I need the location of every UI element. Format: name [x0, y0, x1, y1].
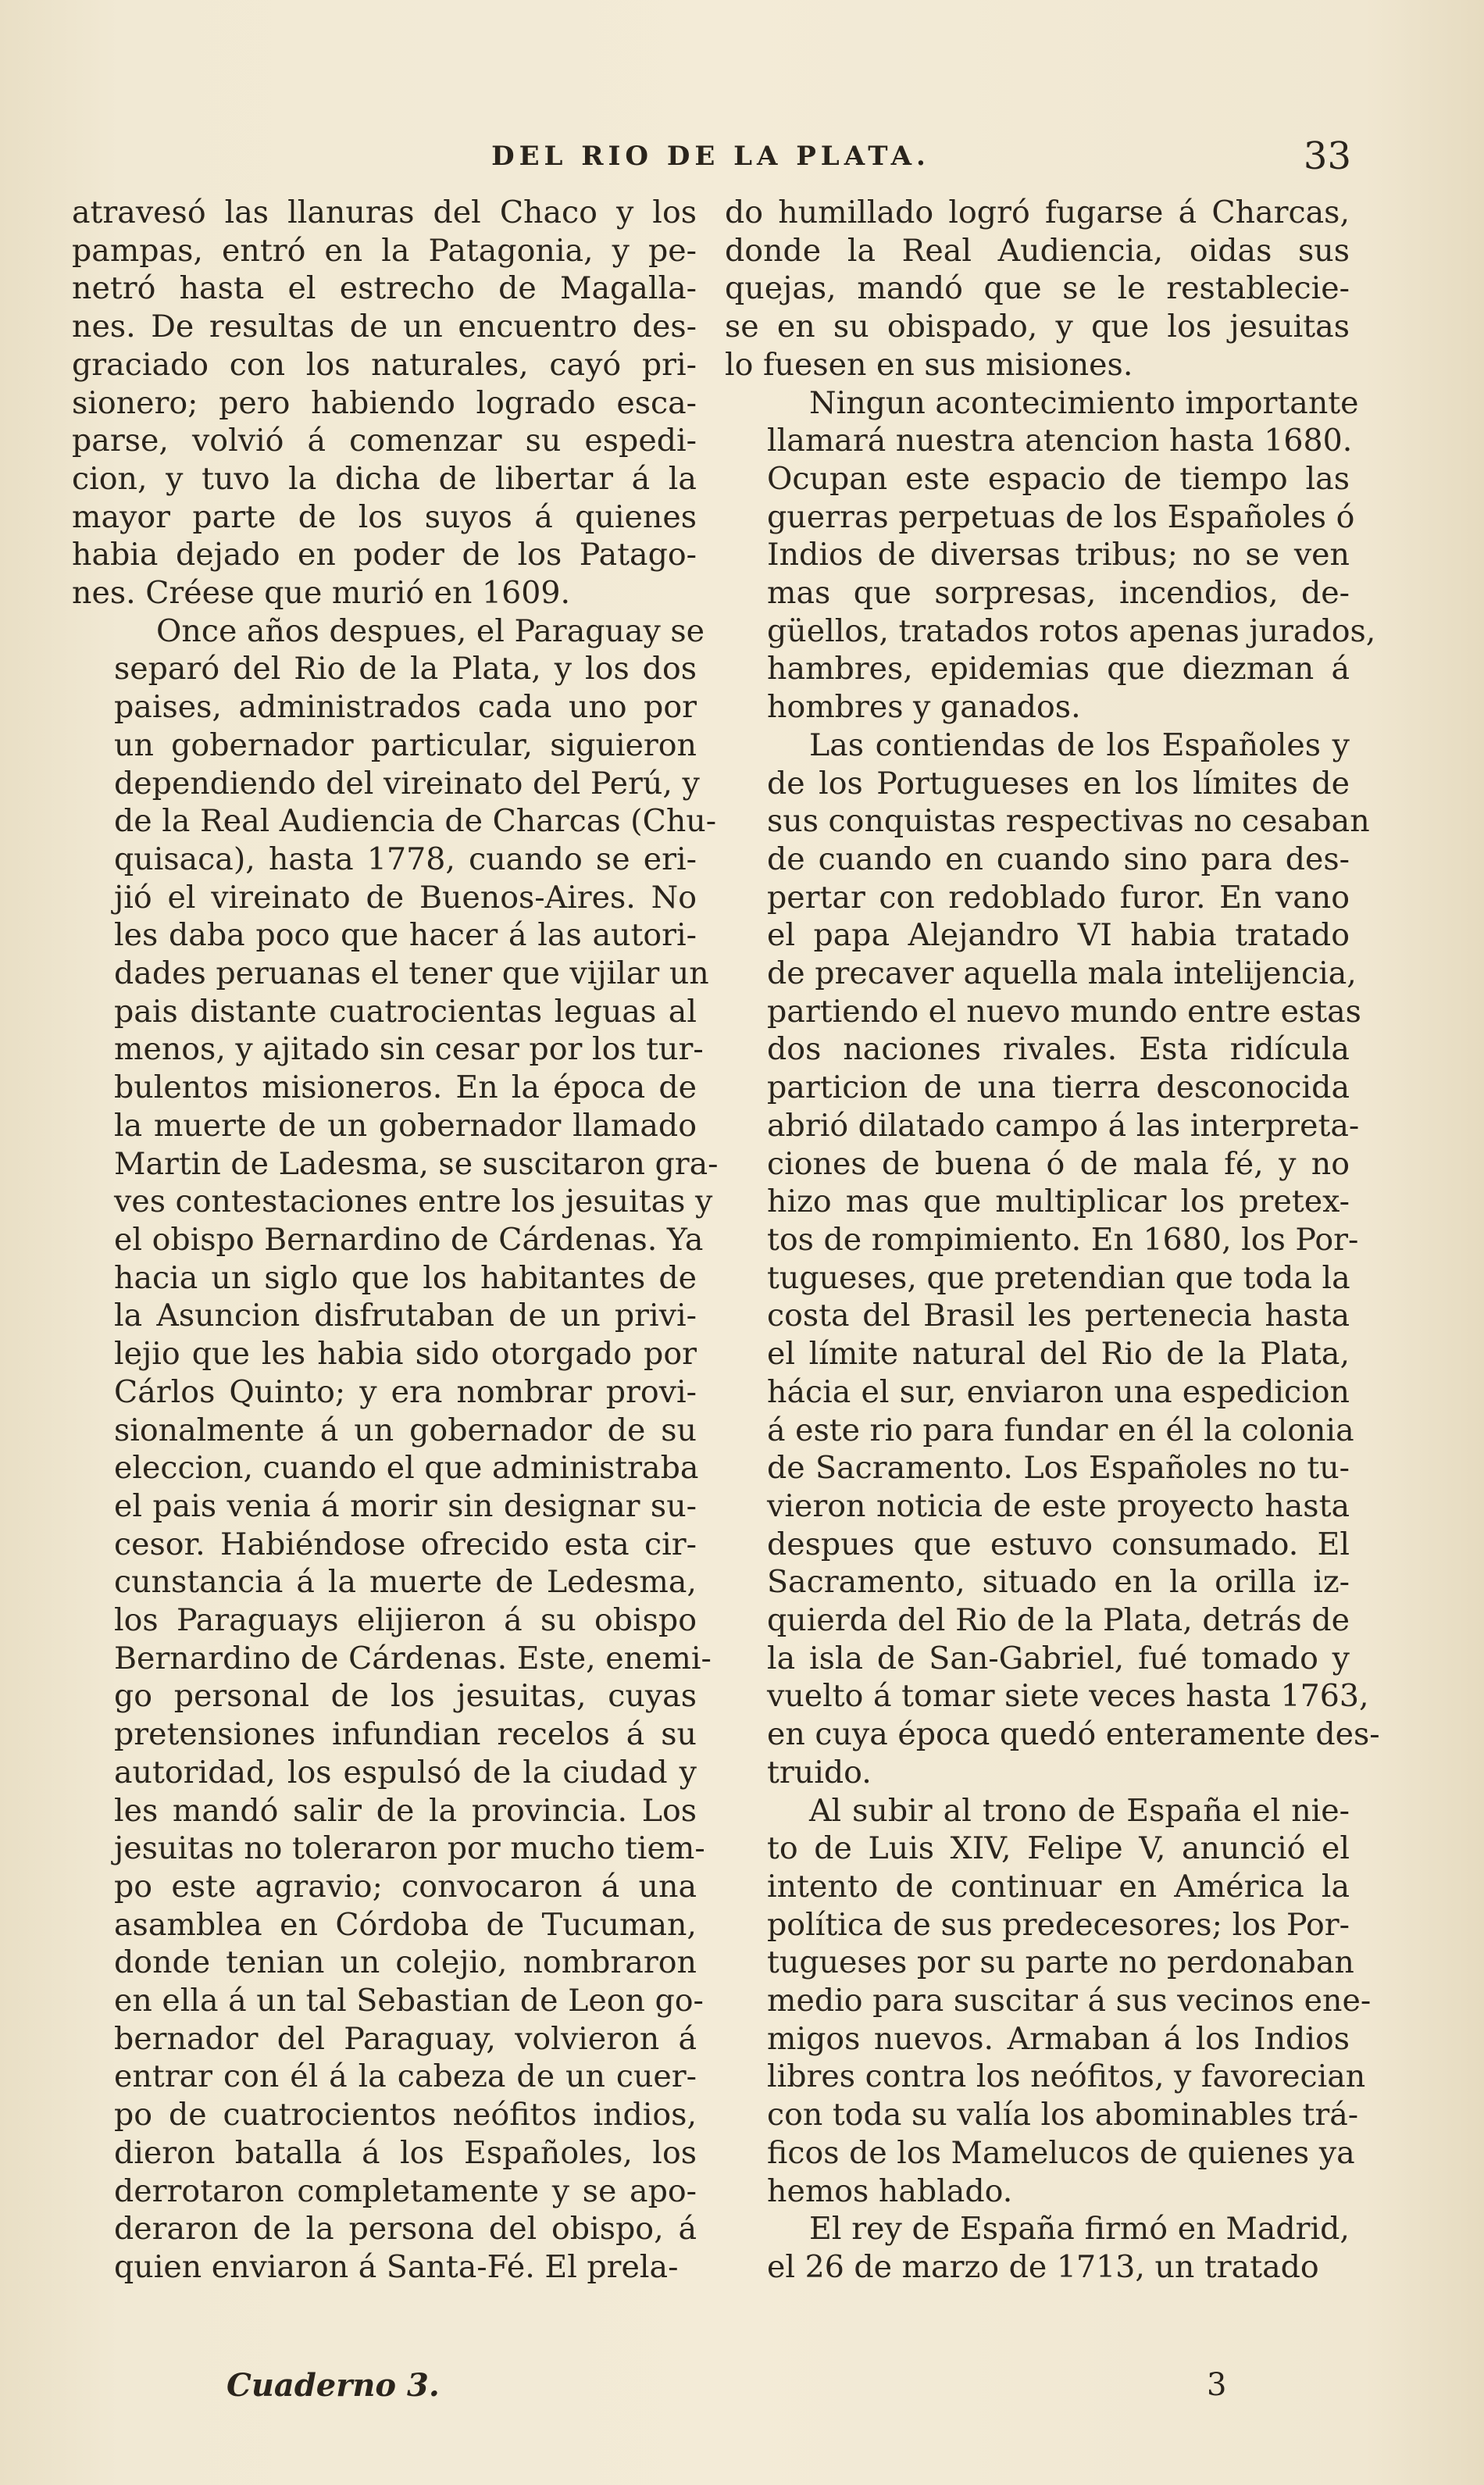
text-line: quisaca), hasta 1778, cuando se eri- — [114, 841, 697, 877]
text-line: Al subir al trono de España el nie- — [809, 1792, 1350, 1829]
text-line: vuelto á tomar siete veces hasta 1763, — [767, 1678, 1369, 1715]
text-line: particion de una tierra desconocida — [767, 1069, 1350, 1106]
text-line: un gobernador particular, siguieron — [114, 727, 697, 763]
text-line: derrotaron completamente y se apo- — [114, 2173, 697, 2209]
text-line: hizo mas que multiplicar los pretex- — [767, 1184, 1350, 1220]
text-line: graciado con los naturales, cayó pri- — [72, 346, 697, 383]
text-line: Sacramento, situado en la orilla iz- — [767, 1564, 1350, 1601]
text-line: despues que estuvo consumado. El — [767, 1526, 1350, 1562]
text-line: po este agravio; convocaron á una — [114, 1868, 697, 1905]
text-line: separó del Rio de la Plata, y los dos — [114, 651, 697, 687]
text-line: sionero; pero habiendo logrado esca- — [72, 384, 697, 421]
page-number: 33 — [1303, 134, 1351, 178]
text-line: los Paraguays elijieron á su obispo — [114, 1602, 697, 1639]
text-line: de precaver aquella mala intelijencia, — [767, 955, 1357, 992]
paragraph — [725, 194, 1350, 384]
text-line: les daba poco que hacer á las autori- — [114, 917, 697, 954]
text-line: eleccion, cuando el que administraba — [114, 1450, 699, 1487]
text-line: cunstancia á la muerte de Ledesma, — [114, 1564, 697, 1601]
text-line: guerras perpetuas de los Españoles ó — [767, 498, 1355, 535]
text-line: jió el vireinato de Buenos-Aires. No — [114, 879, 697, 916]
text-line: ciones de buena ó de mala fé, y no — [767, 1145, 1350, 1182]
text-line: tos de rompimiento. En 1680, los Por- — [767, 1221, 1359, 1258]
text-line: se en su obispado, y que los jesuitas — [725, 309, 1350, 345]
text-line: partiendo el nuevo mundo entre estas — [767, 993, 1361, 1030]
left-text-column — [72, 194, 719, 2287]
text-line: libres contra los neófitos, y favorecian — [767, 2058, 1366, 2095]
text-line: sus conquistas respectivas no cesaban — [767, 803, 1370, 840]
text-line: jesuitas no toleraron por mucho tiem- — [114, 1830, 705, 1867]
page-header — [70, 134, 1351, 187]
text-line: Indios de diversas tribus; no se ven — [767, 537, 1350, 573]
text-line: lejio que les habia sido otorgado por — [114, 1336, 697, 1373]
right-text-column — [725, 194, 1380, 2287]
text-line: nes. Créese que murió en 1609. — [72, 575, 571, 612]
text-line: tugueses por su parte no perdonaban — [767, 1944, 1354, 1981]
text-line: tugueses, que pretendian que toda la — [767, 1259, 1350, 1296]
text-line: el 26 de marzo de 1713, un tratado — [767, 2248, 1319, 2285]
text-line: parse, volvió á comenzar su espedi- — [72, 423, 697, 459]
text-line: el límite natural del Rio de la Plata, — [767, 1336, 1350, 1373]
text-line: dieron batalla á los Españoles, los — [114, 2134, 697, 2171]
text-line: de cuando en cuando sino para des- — [767, 841, 1350, 877]
text-line: Ocupan este espacio de tiempo las — [767, 460, 1350, 497]
text-line: po de cuatrocientos neófitos indios, — [114, 2097, 697, 2133]
text-line: autoridad, los espulsó de la ciudad y — [114, 1754, 697, 1791]
text-line: mayor parte de los suyos á quienes — [72, 498, 697, 535]
text-line: migos nuevos. Armaban á los Indios — [767, 2020, 1350, 2057]
text-line: el pais venia á morir sin designar su- — [114, 1487, 697, 1524]
text-line: de los Portugueses en los límites de — [767, 765, 1350, 802]
text-line: deraron de la persona del obispo, á — [114, 2211, 697, 2248]
paragraph — [725, 2210, 1350, 2286]
sheet-number: 3 — [1207, 2367, 1227, 2403]
text-line: pampas, entró en la Patagonia, y pe- — [72, 232, 697, 269]
text-line: entrar con él á la cabeza de un cuer- — [114, 2058, 697, 2095]
text-line: quierda del Rio de la Plata, detrás de — [767, 1602, 1350, 1639]
text-line: intento de continuar en América la — [767, 1868, 1350, 1905]
text-line: donde la Real Audiencia, oidas sus — [725, 232, 1350, 269]
text-line: habia dejado en poder de los Patago- — [72, 537, 697, 573]
printer-signature: Cuaderno 3. — [227, 2367, 440, 2404]
text-line: Cárlos Quinto; y era nombrar provi- — [114, 1373, 697, 1410]
text-line: pais distante cuatrocientas leguas al — [114, 993, 697, 1030]
text-line: netró hasta el estrecho de Magalla- — [72, 270, 697, 307]
text-line: de Sacramento. Los Españoles no tu- — [767, 1450, 1350, 1487]
text-line: política de sus predecesores; los Por- — [767, 1906, 1350, 1943]
text-line: hemos hablado. — [767, 2173, 1013, 2209]
text-line: el obispo Bernardino de Cárdenas. Ya — [114, 1221, 704, 1258]
text-line: hombres y ganados. — [767, 689, 1081, 726]
text-line: llamará nuestra atencion hasta 1680. — [767, 423, 1353, 459]
text-line: con toda su valía los abominables trá- — [767, 2097, 1359, 2133]
paragraph — [725, 727, 1380, 1792]
text-line: abrió dilatado campo á las interpreta- — [767, 1107, 1360, 1144]
text-line: Las contiendas de los Españoles y — [809, 727, 1350, 763]
text-line: ficos de los Mamelucos de quienes ya — [767, 2134, 1355, 2171]
text-line: hacia un siglo que los habitantes de — [114, 1259, 697, 1296]
text-line: truido. — [767, 1754, 872, 1791]
text-line: quejas, mandó que se le restablecie- — [725, 270, 1350, 307]
text-line: nes. De resultas de un encuentro des- — [72, 309, 697, 345]
paragraph — [72, 194, 697, 612]
text-line: Ningun acontecimiento importante — [809, 384, 1359, 421]
text-line: la muerte de un gobernador llamado — [114, 1107, 697, 1144]
text-line: el papa Alejandro VI habia tratado — [767, 917, 1350, 954]
text-line: les mandó salir de la provincia. Los — [114, 1792, 697, 1829]
page-footer — [70, 2367, 1351, 2414]
text-line: pretensiones infundian recelos á su — [114, 1716, 697, 1753]
text-line: El rey de España firmó en Madrid, — [809, 2211, 1350, 2248]
text-line: mas que sorpresas, incendios, de- — [767, 575, 1350, 612]
text-line: paises, administrados cada uno por — [114, 689, 697, 726]
text-line: medio para suscitar á sus vecinos ene- — [767, 1983, 1372, 2019]
text-line: vieron noticia de este proyecto hasta — [767, 1487, 1350, 1524]
text-line: go personal de los jesuitas, cuyas — [114, 1678, 697, 1715]
text-line: cion, y tuvo la dicha de libertar á la — [72, 460, 697, 497]
text-line: Bernardino de Cárdenas. Este, enemi- — [114, 1640, 712, 1676]
text-line: to de Luis XIV, Felipe V, anunció el — [767, 1830, 1350, 1867]
text-line: quien enviaron á Santa-Fé. El prela- — [114, 2248, 679, 2285]
text-line: en ella á un tal Sebastian de Leon go- — [114, 1983, 704, 2019]
text-line: dos naciones rivales. Esta ridícula — [767, 1031, 1350, 1068]
text-line: dependiendo del vireinato del Perú, y — [114, 765, 700, 802]
text-line: güellos, tratados rotos apenas jurados, — [767, 612, 1376, 649]
text-line: lo fuesen en sus misiones. — [725, 346, 1133, 383]
text-line: bernador del Paraguay, volvieron á — [114, 2020, 697, 2057]
text-line: do humillado logró fugarse á Charcas, — [725, 195, 1350, 230]
text-line: la Asuncion disfrutaban de un privi- — [114, 1298, 697, 1334]
text-line: á este rio para fundar en él la colonia — [767, 1412, 1354, 1448]
text-line: bulentos misioneros. En la época de — [114, 1069, 697, 1106]
text-line: donde tenian un colejio, nombraron — [114, 1944, 697, 1981]
text-line: asamblea en Córdoba de Tucuman, — [114, 1906, 697, 1943]
text-line: costa del Brasil les pertenecia hasta — [767, 1298, 1350, 1334]
text-line: dades peruanas el tener que vijilar un — [114, 955, 709, 992]
paragraph — [725, 1792, 1372, 2211]
text-line: ves contestaciones entre los jesuitas y — [114, 1184, 713, 1220]
text-line: Once años despues, el Paraguay se — [156, 612, 705, 649]
text-line: de la Real Audiencia de Charcas (Chu- — [114, 803, 717, 840]
paragraph — [725, 384, 1376, 727]
paragraph — [72, 612, 719, 2287]
text-line: hácia el sur, enviaron una espedicion — [767, 1373, 1350, 1410]
text-line: pertar con redoblado furor. En vano — [767, 879, 1350, 916]
text-line: atravesó las llanuras del Chaco y los — [72, 195, 697, 230]
text-line: en cuya época quedó enteramente des- — [767, 1716, 1380, 1753]
running-title: DEL RIO DE LA PLATA. — [491, 141, 930, 172]
text-line: la isla de San-Gabriel, fué tomado y — [767, 1640, 1350, 1676]
text-line: menos, y ajitado sin cesar por los tur- — [114, 1031, 704, 1068]
text-line: cesor. Habiéndose ofrecido esta cir- — [114, 1526, 697, 1562]
text-line: sionalmente á un gobernador de su — [114, 1412, 697, 1448]
text-line: Martin de Ladesma, se suscitaron gra- — [114, 1145, 719, 1182]
text-line: hambres, epidemias que diezman á — [767, 651, 1350, 687]
